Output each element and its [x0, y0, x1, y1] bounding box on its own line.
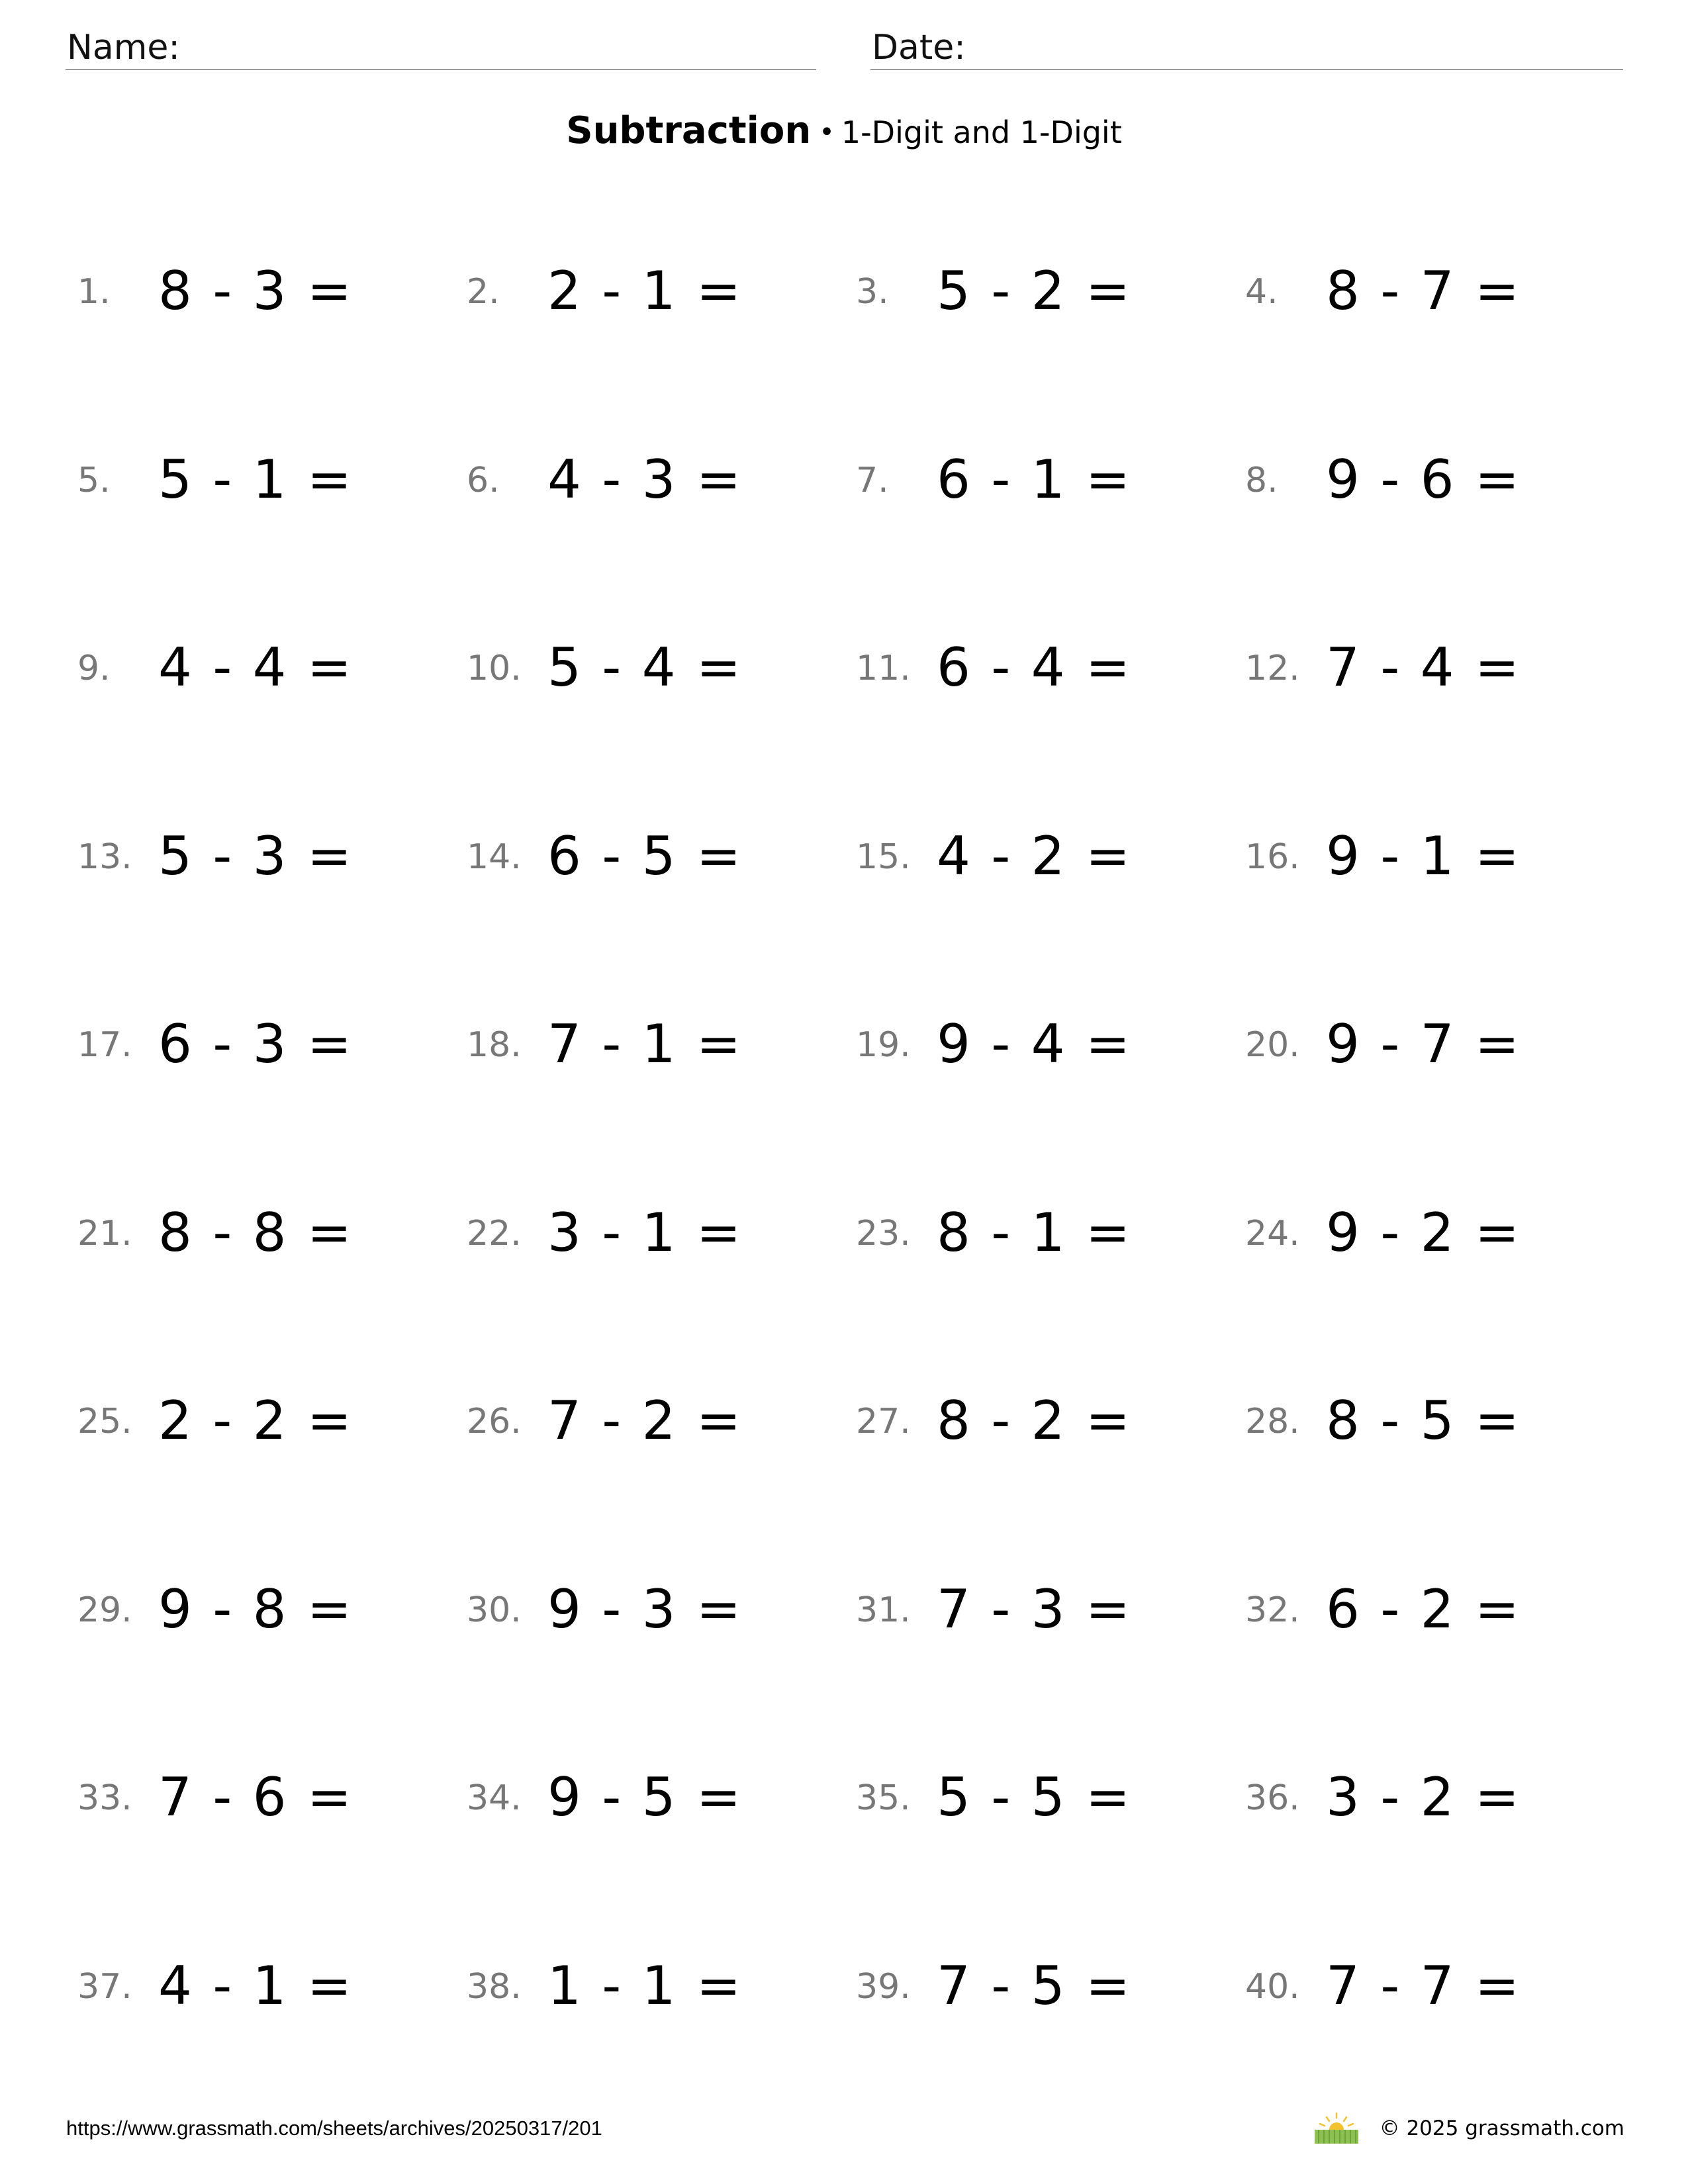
problem-expression: 5 - 2 =	[937, 260, 1131, 322]
problem-number: 32.	[1245, 1590, 1300, 1630]
problem-number: 34.	[467, 1778, 522, 1818]
problem-expression: 4 - 4 =	[158, 637, 352, 698]
name-field[interactable]	[66, 25, 816, 70]
problem-item	[77, 433, 467, 526]
problem-number: 2.	[467, 272, 500, 312]
problem-number: 26.	[467, 1402, 522, 1441]
problem-expression: 4 - 2 =	[937, 825, 1131, 887]
problem-expression: 8 - 7 =	[1326, 260, 1520, 322]
problem-item	[1245, 1187, 1634, 1279]
problem-number: 6.	[467, 460, 500, 500]
problem-expression: 7 - 4 =	[1326, 637, 1520, 698]
problem-expression: 7 - 3 =	[937, 1578, 1131, 1640]
problem-expression: 6 - 5 =	[547, 825, 741, 887]
problem-expression: 2 - 1 =	[547, 260, 741, 322]
problem-expression: 1 - 1 =	[547, 1954, 741, 2017]
problem-item	[77, 998, 467, 1091]
problem-item	[467, 433, 856, 526]
problem-item	[77, 810, 467, 903]
problem-item	[856, 1563, 1245, 1656]
problem-number: 23.	[856, 1213, 911, 1253]
problem-item	[856, 1940, 1245, 2032]
problem-expression: 7 - 5 =	[937, 1954, 1131, 2017]
problem-item	[77, 245, 467, 338]
problem-item	[856, 433, 1245, 526]
footer-url[interactable]: https://www.grassmath.com/sheets/archives/20250317/201	[66, 2116, 602, 2140]
problem-expression: 9 - 6 =	[1326, 448, 1520, 510]
problem-expression: 3 - 2 =	[1326, 1766, 1520, 1828]
problem-item	[1245, 245, 1634, 338]
problem-expression: 9 - 8 =	[158, 1578, 352, 1640]
problem-expression: 9 - 2 =	[1326, 1201, 1520, 1263]
problem-item	[856, 245, 1245, 338]
problem-number: 16.	[1245, 837, 1300, 877]
problem-item	[1245, 1940, 1634, 2032]
problem-number: 18.	[467, 1025, 522, 1065]
problem-expression: 3 - 1 =	[547, 1201, 741, 1263]
problem-expression: 6 - 3 =	[158, 1013, 352, 1075]
problem-number: 28.	[1245, 1402, 1300, 1441]
problem-item	[77, 621, 467, 714]
problem-number: 39.	[856, 1966, 911, 2007]
problem-number: 33.	[77, 1778, 132, 1818]
problem-expression: 8 - 5 =	[1326, 1390, 1520, 1451]
problem-number: 17.	[77, 1025, 132, 1065]
problem-item	[467, 998, 856, 1091]
problem-number: 4.	[1245, 272, 1278, 312]
problem-number: 1.	[77, 272, 111, 312]
problem-number: 11.	[856, 649, 911, 688]
problem-number: 3.	[856, 272, 889, 312]
problem-item	[1245, 433, 1634, 526]
problem-number: 19.	[856, 1025, 911, 1065]
sun-over-grass-icon	[1313, 2112, 1360, 2145]
problem-expression: 8 - 8 =	[158, 1201, 352, 1263]
problem-item	[467, 1563, 856, 1656]
problem-number: 35.	[856, 1778, 911, 1818]
problem-number: 21.	[77, 1213, 132, 1253]
problem-item	[467, 1375, 856, 1467]
problem-item	[77, 1375, 467, 1467]
problem-expression: 7 - 1 =	[547, 1013, 741, 1075]
problem-item	[1245, 1751, 1634, 1844]
title-separator: •	[819, 117, 835, 148]
problem-expression: 6 - 1 =	[937, 448, 1131, 510]
problem-number: 15.	[856, 837, 911, 877]
problem-expression: 7 - 7 =	[1326, 1954, 1520, 2017]
problem-item	[1245, 1375, 1634, 1467]
problem-number: 25.	[77, 1402, 132, 1441]
problem-item	[467, 810, 856, 903]
problem-number: 13.	[77, 837, 132, 877]
problem-number: 9.	[77, 649, 111, 688]
problem-number: 7.	[856, 460, 889, 500]
title-main: Subtraction	[566, 109, 812, 152]
problem-expression: 5 - 1 =	[158, 448, 352, 510]
problem-item	[77, 1563, 467, 1656]
problem-expression: 8 - 3 =	[158, 260, 352, 322]
problem-expression: 8 - 2 =	[937, 1390, 1131, 1451]
problem-number: 31.	[856, 1590, 911, 1630]
problem-item	[467, 1751, 856, 1844]
problem-item	[467, 245, 856, 338]
footer-branding	[1313, 2110, 1624, 2147]
problem-item	[77, 1751, 467, 1844]
problem-item	[77, 1187, 467, 1279]
problem-number: 40.	[1245, 1966, 1300, 2007]
problem-item	[1245, 810, 1634, 903]
problem-expression: 9 - 7 =	[1326, 1013, 1520, 1075]
problem-item	[856, 621, 1245, 714]
problem-expression: 5 - 3 =	[158, 825, 352, 887]
problem-item	[1245, 998, 1634, 1091]
problem-item	[467, 1187, 856, 1279]
problem-number: 22.	[467, 1213, 522, 1253]
problem-number: 36.	[1245, 1778, 1300, 1818]
problem-expression: 4 - 3 =	[547, 448, 741, 510]
problem-number: 12.	[1245, 649, 1300, 688]
problem-item	[77, 1940, 467, 2032]
problem-grid	[77, 245, 1626, 2128]
footer-copyright: © 2025 grassmath.com	[1379, 2116, 1624, 2140]
problem-number: 14.	[467, 837, 522, 877]
problem-item	[856, 1751, 1245, 1844]
problem-expression: 4 - 1 =	[158, 1954, 352, 2017]
problem-expression: 5 - 5 =	[937, 1766, 1131, 1828]
problem-item	[856, 998, 1245, 1091]
problem-item	[1245, 621, 1634, 714]
problem-number: 8.	[1245, 460, 1278, 500]
problem-number: 10.	[467, 649, 522, 688]
problem-item	[467, 621, 856, 714]
name-label: Name:	[67, 28, 180, 68]
title-subtitle: 1-Digit and 1-Digit	[841, 114, 1122, 150]
date-field[interactable]	[870, 25, 1623, 70]
problem-expression: 7 - 2 =	[547, 1390, 741, 1451]
problem-expression: 5 - 4 =	[547, 637, 741, 698]
date-label: Date:	[872, 28, 966, 68]
problem-expression: 9 - 1 =	[1326, 825, 1520, 887]
problem-expression: 6 - 2 =	[1326, 1578, 1520, 1640]
problem-number: 30.	[467, 1590, 522, 1630]
problem-number: 24.	[1245, 1213, 1300, 1253]
problem-expression: 9 - 4 =	[937, 1013, 1131, 1075]
problem-expression: 9 - 5 =	[547, 1766, 741, 1828]
problem-expression: 6 - 4 =	[937, 637, 1131, 698]
problem-expression: 2 - 2 =	[158, 1390, 352, 1451]
problem-number: 29.	[77, 1590, 132, 1630]
problem-number: 5.	[77, 460, 111, 500]
problem-item	[856, 1375, 1245, 1467]
problem-expression: 8 - 1 =	[937, 1201, 1131, 1263]
problem-number: 38.	[467, 1966, 522, 2007]
problem-item	[1245, 1563, 1634, 1656]
problem-number: 20.	[1245, 1025, 1300, 1065]
problem-number: 37.	[77, 1966, 132, 2007]
problem-item	[467, 1940, 856, 2032]
problem-number: 27.	[856, 1402, 911, 1441]
problem-expression: 9 - 3 =	[547, 1578, 741, 1640]
problem-item	[856, 1187, 1245, 1279]
problem-expression: 7 - 6 =	[158, 1766, 352, 1828]
worksheet-title	[0, 105, 1688, 166]
problem-item	[856, 810, 1245, 903]
